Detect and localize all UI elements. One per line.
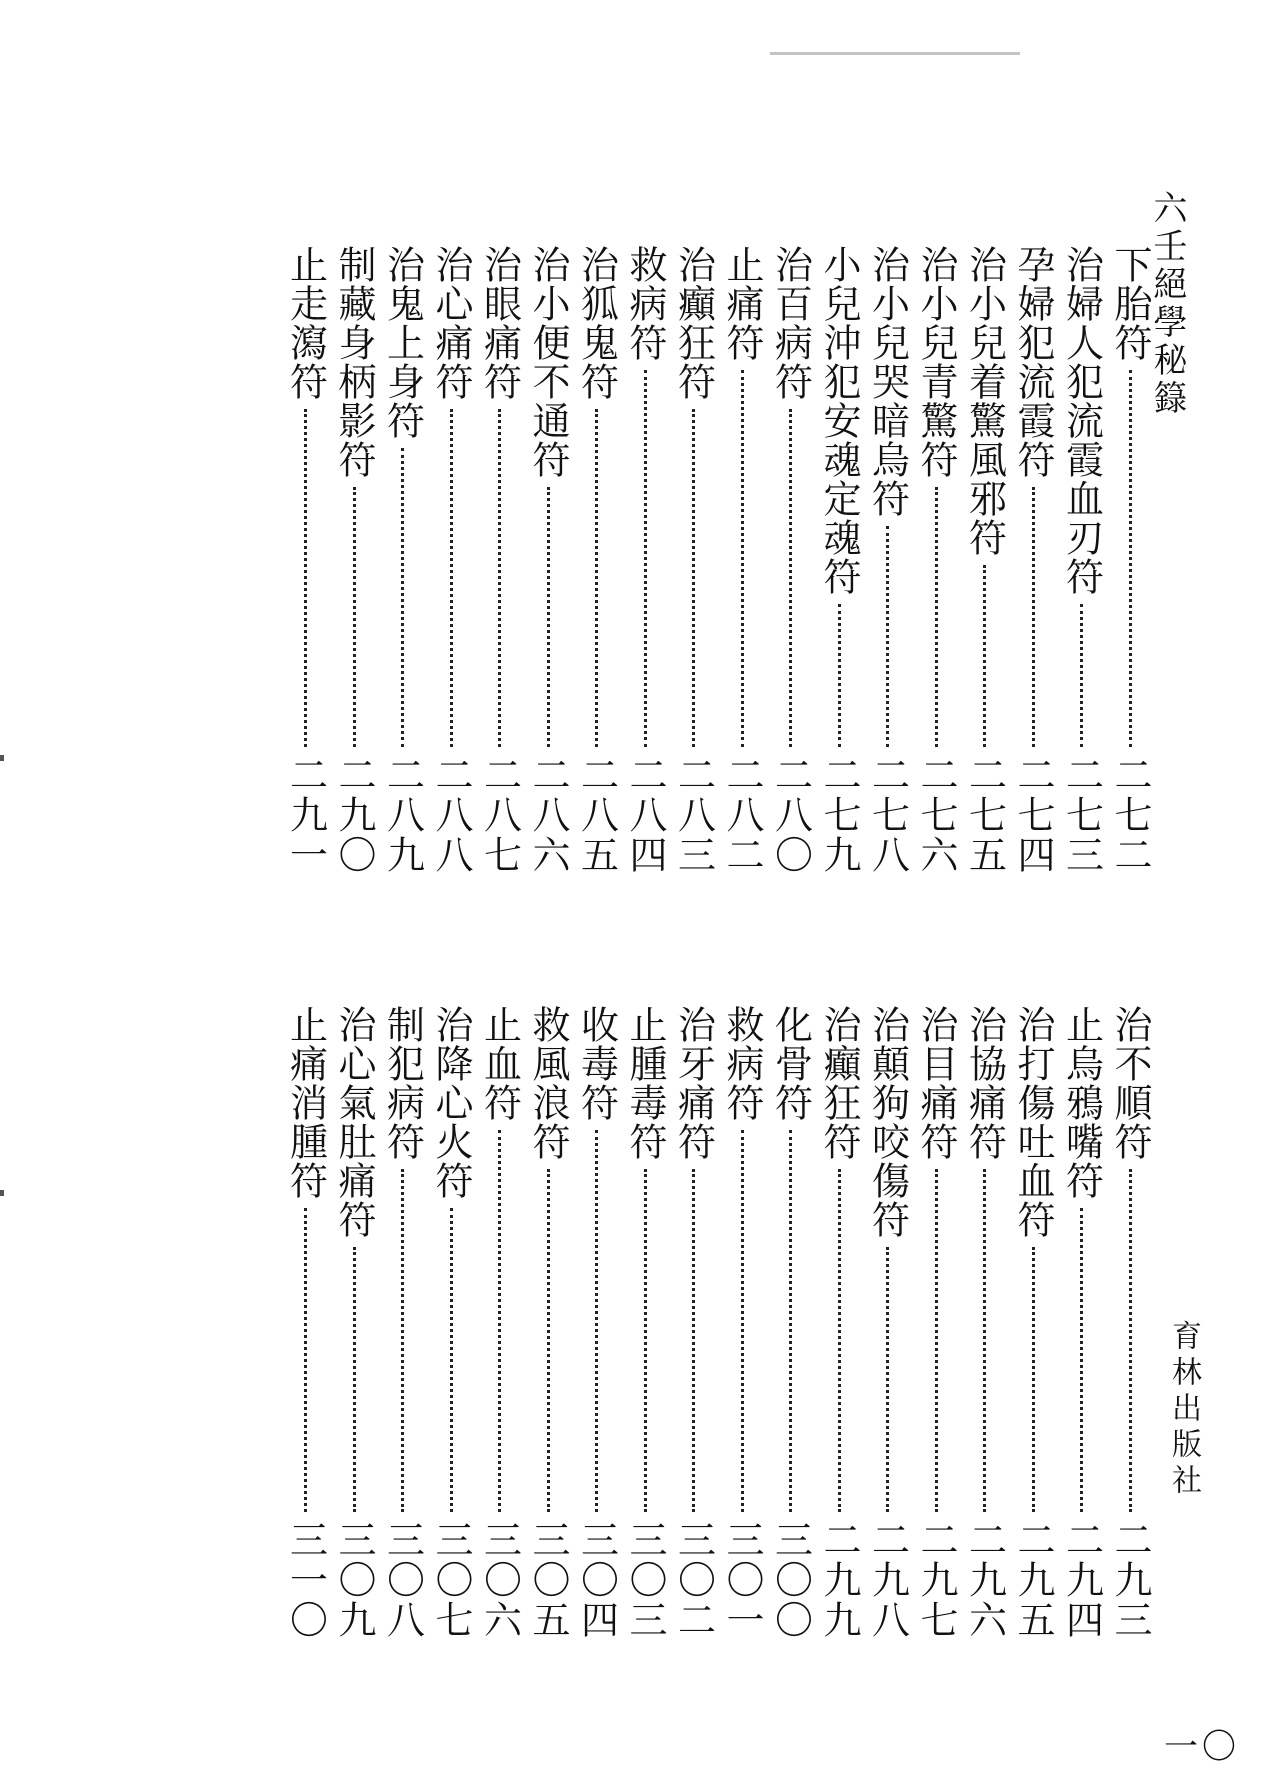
toc-entry-page: 二七八 [865,755,910,875]
toc-entry-title: 治目痛符 [914,1005,958,1161]
toc-entry [332,1005,376,1640]
dot-leader [886,526,889,747]
toc-entry-page: 二七二 [1108,755,1152,875]
toc-entry-page: 二八七 [477,755,522,875]
dot-leader [1080,604,1083,747]
dot-leader [547,1169,550,1512]
toc-entry-page: 二九八 [865,1520,910,1640]
dot-leader [741,370,744,747]
toc-entry-title: 救病符 [720,1005,764,1122]
toc-entry [720,1005,764,1640]
toc-entry [963,1005,1007,1640]
toc-entry-title: 止痛消腫符 [283,1005,328,1200]
dot-leader [789,409,792,747]
toc-entry [478,245,522,875]
dot-leader [353,487,356,747]
toc-entry-title: 治打傷吐血符 [1011,1005,1055,1239]
toc-entry [526,245,570,875]
toc-entry-page: 三〇五 [526,1520,570,1640]
toc-entry-page: 二八六 [526,755,570,875]
dot-leader [789,1130,792,1512]
toc-entry [817,245,861,875]
toc-entry [672,245,716,875]
toc-entry [672,1005,716,1640]
toc-entry-title: 收毒符 [574,1005,619,1122]
dot-leader [644,370,647,747]
dot-leader [935,1169,938,1512]
toc-entry-title: 治狐鬼符 [574,245,619,401]
toc-entry-page: 三〇八 [380,1520,425,1640]
toc-entry-title: 治癲狂符 [671,245,716,401]
toc-entry-title: 治眼痛符 [477,245,522,401]
dot-leader [692,1169,695,1512]
toc-entry-page: 二九三 [1108,1520,1152,1640]
toc-entry-title: 止痛符 [720,245,764,362]
dot-leader [401,448,404,747]
dot-leader [595,1130,598,1512]
toc-entry-page: 二九七 [914,1520,958,1640]
dot-leader [304,1208,307,1512]
toc-entry [623,1005,667,1640]
toc-entry-page: 三〇七 [429,1520,473,1640]
toc-entry [429,1005,473,1640]
dot-leader [304,409,307,747]
toc-entry [381,245,425,875]
toc-entry-page: 二八〇 [768,755,813,875]
dot-leader [547,487,550,747]
toc-entry [720,245,764,875]
toc-entry [478,1005,522,1640]
dot-leader [838,604,841,747]
toc-entry-page: 三〇六 [477,1520,522,1640]
dot-leader [741,1130,744,1512]
toc-entry-title: 治顛狗咬傷符 [865,1005,910,1239]
toc-entry-page: 三〇二 [671,1520,716,1640]
toc-entry-title: 治心痛符 [429,245,473,401]
dot-leader [450,409,453,747]
toc-entry-page: 二九五 [1011,1520,1055,1640]
toc-entry-page: 二七六 [914,755,958,875]
toc-entry-title: 治小兒青驚符 [914,245,958,479]
toc-entry-title: 治小兒哭暗烏符 [865,245,910,518]
toc-entry-page: 二八八 [429,755,473,875]
publisher-name: 育林出版社 [1166,1320,1201,1500]
toc-entry-page: 三〇〇 [768,1520,813,1640]
toc-entry-page: 二九九 [817,1520,861,1640]
toc-entry-page: 三一〇 [283,1520,328,1640]
toc-entry-title: 治百病符 [768,245,813,401]
toc-entry [526,1005,570,1640]
toc-entry [866,1005,910,1640]
toc-entry [1060,1005,1104,1640]
toc-entry-title: 止血符 [477,1005,522,1122]
toc-entry-title: 治婦人犯流霞血刃符 [1059,245,1104,596]
dot-leader [498,409,501,747]
toc-entry [1108,245,1152,875]
toc-entry [769,1005,813,1640]
toc-entry [381,1005,425,1640]
toc-entry-page: 二九一 [283,755,328,875]
dot-leader [401,1169,404,1512]
dot-leader [1032,1247,1035,1512]
toc-entry-page: 三〇一 [720,1520,764,1640]
dot-leader [1129,370,1132,747]
toc-entry-page: 三〇九 [332,1520,376,1640]
dot-leader [1032,487,1035,747]
toc-entry-title: 救風浪符 [526,1005,570,1161]
toc-entry [284,1005,328,1640]
toc-entry [575,245,619,875]
toc-entry-page: 二八二 [720,755,764,875]
scan-mark [0,755,4,761]
toc-entry [914,245,958,875]
scan-mark [0,1190,4,1196]
toc-entry-title: 救病符 [623,245,667,362]
dot-leader [692,409,695,747]
toc-entry-page: 二七九 [817,755,861,875]
toc-entry [332,245,376,875]
scan-mark [770,52,1020,55]
toc-entry-title: 治心氣肚痛符 [332,1005,376,1239]
dot-leader [595,409,598,747]
toc-entry-title: 化骨符 [768,1005,813,1122]
toc-entry-page: 二七三 [1059,755,1104,875]
toc-entry [866,245,910,875]
dot-leader [983,1169,986,1512]
toc-entry-page: 二九六 [962,1520,1007,1640]
toc-entry [1108,1005,1152,1640]
toc-entry-title: 治小兒着驚風邪符 [962,245,1007,557]
toc-entry-title: 治降心火符 [429,1005,473,1200]
toc-entry-title: 止走瀉符 [283,245,328,401]
toc-entry-title: 治協痛符 [962,1005,1007,1161]
toc-entry [575,1005,619,1640]
toc-entry-title: 制犯病符 [380,1005,425,1161]
dot-leader [935,487,938,747]
dot-leader [1129,1169,1132,1512]
toc-entry-title: 治癲狂符 [817,1005,861,1161]
toc-entry [1011,245,1055,875]
toc-entry-title: 治牙痛符 [671,1005,716,1161]
toc-entry-page: 二九四 [1059,1520,1104,1640]
toc-entry-title: 止腫毒符 [623,1005,667,1161]
dot-leader [838,1169,841,1512]
toc-entry-title: 孕婦犯流霞符 [1011,245,1055,479]
toc-entry-title: 治小便不通符 [526,245,570,479]
dot-leader [644,1169,647,1512]
toc-entry-page: 二七五 [962,755,1007,875]
toc-entry-title: 小兒沖犯安魂定魂符 [817,245,861,596]
toc-entry-page: 二八五 [574,755,619,875]
toc-entry [914,1005,958,1640]
dot-leader [1080,1208,1083,1512]
dot-leader [353,1247,356,1512]
toc-entry-title: 止烏鴉嘴符 [1059,1005,1104,1200]
toc-entry-page: 二八九 [380,755,425,875]
toc-entry [623,245,667,875]
toc-entry-title: 下胎符 [1108,245,1152,362]
dot-leader [498,1130,501,1512]
toc-entry-title: 治鬼上身符 [380,245,425,440]
toc-entry-page: 二八四 [623,755,667,875]
toc-entry-page: 二八三 [671,755,716,875]
toc-entry [1011,1005,1055,1640]
page-number: 一〇 [1164,1727,1240,1767]
toc-entry-title: 制藏身柄影符 [332,245,376,479]
toc-entry-page: 二七四 [1011,755,1055,875]
dot-leader [886,1247,889,1512]
toc-entry-page: 三〇三 [623,1520,667,1640]
toc-entry [769,245,813,875]
toc-entry-page: 三〇四 [574,1520,619,1640]
toc-entry-page: 二九〇 [332,755,376,875]
toc-entry [429,245,473,875]
dot-leader [983,565,986,747]
book-title: 六壬絕學秘籙 [1147,190,1187,418]
toc-entry [1060,245,1104,875]
toc-entry [817,1005,861,1640]
toc-entry-title: 治不順符 [1108,1005,1152,1161]
toc-entry [963,245,1007,875]
toc-entry [284,245,328,875]
dot-leader [450,1208,453,1512]
